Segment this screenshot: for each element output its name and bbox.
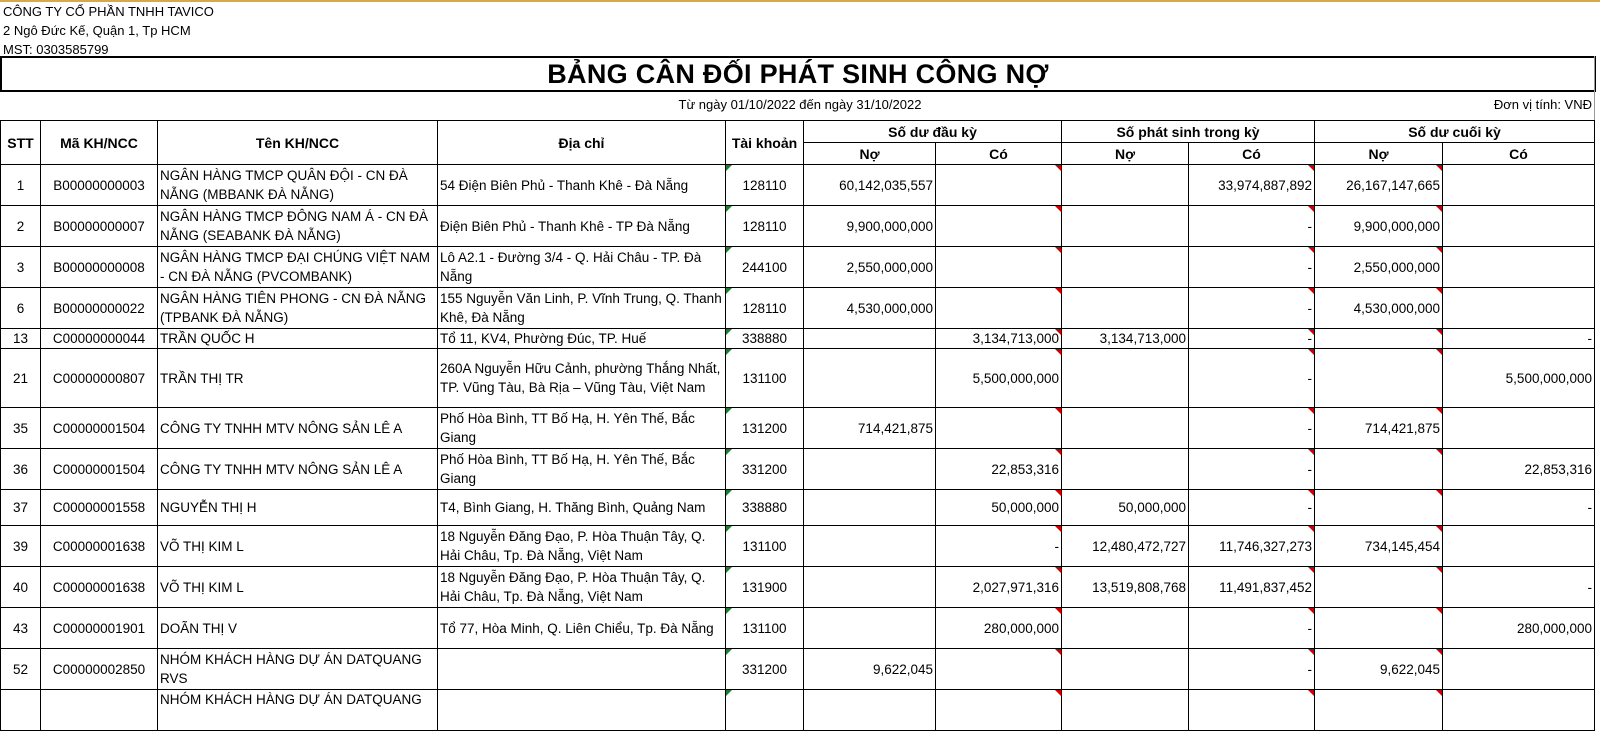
cell-close-debit[interactable] (1315, 329, 1443, 349)
cell-close-credit[interactable]: - (1443, 490, 1595, 526)
header-opening-debit[interactable]: Nợ (804, 143, 936, 165)
cell-open-credit[interactable] (936, 288, 1062, 329)
cell-mov-debit[interactable] (1062, 349, 1189, 408)
table-row (1, 288, 1595, 329)
cell-code[interactable]: B00000000007 (41, 206, 158, 247)
table-row (1, 690, 1595, 731)
report-title: BẢNG CÂN ĐỐI PHÁT SINH CÔNG NỢ (547, 59, 1049, 89)
cell-close-debit[interactable]: 2,550,000,000 (1315, 247, 1443, 288)
cell-code[interactable]: C00000000044 (41, 329, 158, 349)
cell-account[interactable]: 131100 (726, 608, 804, 649)
cell-mov-credit[interactable]: - (1189, 247, 1315, 288)
table-row (1, 567, 1595, 608)
table-row (1, 247, 1595, 288)
cell-account[interactable]: 131100 (726, 526, 804, 567)
cell-close-debit[interactable] (1315, 567, 1443, 608)
company-name: CÔNG TY CỔ PHẦN TNHH TAVICO (3, 4, 214, 19)
cell-close-credit[interactable]: - (1443, 329, 1595, 349)
cell-name[interactable]: DOÃN THỊ V (158, 608, 438, 649)
cell-name[interactable]: CÔNG TY TNHH MTV NÔNG SẢN LÊ A (158, 449, 438, 490)
cell-close-credit[interactable] (1443, 165, 1595, 206)
table-row (1, 408, 1595, 449)
cell-open-debit[interactable] (804, 490, 936, 526)
cell-stt[interactable]: 36 (1, 449, 41, 490)
cell-open-debit[interactable] (804, 567, 936, 608)
header-row-1 (1, 121, 1595, 143)
cell-mov-debit[interactable]: 3,134,713,000 (1062, 329, 1189, 349)
cell-open-debit[interactable]: 2,550,000,000 (804, 247, 936, 288)
header-closing-balance[interactable]: Số dư cuối kỳ (1315, 121, 1595, 143)
cell-account[interactable]: 128110 (726, 206, 804, 247)
company-info (3, 2, 214, 59)
header-closing-credit[interactable]: Có (1443, 143, 1595, 165)
cell-account[interactable]: 131900 (726, 567, 804, 608)
cell-mov-debit[interactable]: 50,000,000 (1062, 490, 1189, 526)
cell-close-debit[interactable] (1315, 349, 1443, 408)
cell-stt[interactable]: 3 (1, 247, 41, 288)
cell-open-debit[interactable] (804, 349, 936, 408)
table-row (1, 608, 1595, 649)
cell-close-debit[interactable] (1315, 490, 1443, 526)
table-row (1, 649, 1595, 690)
company-address: 2 Ngô Đức Kế, Quận 1, Tp HCM (3, 23, 191, 38)
header-name[interactable]: Tên KH/NCC (158, 121, 438, 165)
cell-open-credit[interactable] (936, 165, 1062, 206)
cell-address[interactable]: Tổ 77, Hòa Minh, Q. Liên Chiểu, Tp. Đà Nẵng (438, 608, 726, 649)
cell-address[interactable] (438, 690, 726, 731)
cell-account[interactable]: 244100 (726, 247, 804, 288)
cell-account[interactable]: 128110 (726, 165, 804, 206)
cell-close-debit[interactable]: 26,167,147,665 (1315, 165, 1443, 206)
cell-stt[interactable]: 52 (1, 649, 41, 690)
ledger-table (0, 120, 1595, 731)
cell-close-debit[interactable] (1315, 608, 1443, 649)
company-tax-code: MST: 0303585799 (3, 42, 109, 57)
cell-mov-credit[interactable]: - (1189, 408, 1315, 449)
cell-open-credit[interactable]: - (936, 526, 1062, 567)
cell-open-credit[interactable]: 280,000,000 (936, 608, 1062, 649)
cell-mov-debit[interactable] (1062, 288, 1189, 329)
table-row (1, 165, 1595, 206)
cell-open-debit[interactable] (804, 608, 936, 649)
cell-code[interactable]: C00000001558 (41, 490, 158, 526)
cell-code[interactable]: C00000001638 (41, 526, 158, 567)
cell-mov-debit[interactable] (1062, 649, 1189, 690)
table-row (1, 206, 1595, 247)
cell-stt[interactable]: 21 (1, 349, 41, 408)
cell-stt[interactable]: 1 (1, 165, 41, 206)
cell-name[interactable]: NHÓM KHÁCH HÀNG DỰ ÁN DATQUANG RVS (158, 649, 438, 690)
cell-close-debit[interactable]: 734,145,454 (1315, 526, 1443, 567)
cell-account[interactable]: 338880 (726, 490, 804, 526)
cell-open-debit[interactable]: 9,622,045 (804, 649, 936, 690)
cell-account[interactable] (726, 690, 804, 731)
cell-open-credit[interactable]: 3,134,713,000 (936, 329, 1062, 349)
sheet-top-border (0, 0, 1600, 2)
cell-address[interactable]: Phố Hòa Bình, TT Bố Hạ, H. Yên Thế, Bắc Giang (438, 408, 726, 449)
cell-close-debit[interactable]: 9,622,045 (1315, 649, 1443, 690)
cell-close-credit[interactable] (1443, 288, 1595, 329)
cell-mov-debit[interactable] (1062, 408, 1189, 449)
cell-open-debit[interactable] (804, 449, 936, 490)
cell-close-credit[interactable]: 5,500,000,000 (1443, 349, 1595, 408)
cell-account[interactable]: 338880 (726, 329, 804, 349)
cell-account[interactable]: 131100 (726, 349, 804, 408)
cell-open-credit[interactable] (936, 247, 1062, 288)
table-row (1, 349, 1595, 408)
header-movement-credit[interactable]: Có (1189, 143, 1315, 165)
cell-name[interactable]: NGÂN HÀNG TMCP ĐÔNG NAM Á - CN ĐÀ NẴNG (SEABANK ĐÀ NẴNG) (158, 206, 438, 247)
header-stt[interactable]: STT (1, 121, 41, 165)
cell-mov-credit[interactable]: - (1189, 288, 1315, 329)
cell-mov-credit[interactable]: - (1189, 349, 1315, 408)
cell-mov-debit[interactable] (1062, 206, 1189, 247)
cell-name[interactable]: NGUYỄN THỊ H (158, 490, 438, 526)
table-row (1, 329, 1595, 349)
cell-stt[interactable] (1, 690, 41, 731)
cell-name[interactable]: TRẦN THỊ TR (158, 349, 438, 408)
cell-mov-debit[interactable] (1062, 449, 1189, 490)
cell-close-credit[interactable] (1443, 690, 1595, 731)
report-title-box (0, 56, 1596, 92)
cell-stt[interactable]: 37 (1, 490, 41, 526)
cell-mov-credit[interactable]: - (1189, 449, 1315, 490)
cell-mov-debit[interactable]: 13,519,808,768 (1062, 567, 1189, 608)
cell-open-credit[interactable]: 22,853,316 (936, 449, 1062, 490)
header-code[interactable]: Mã KH/NCC (41, 121, 158, 165)
cell-mov-credit[interactable]: - (1189, 608, 1315, 649)
cell-close-debit[interactable]: 4,530,000,000 (1315, 288, 1443, 329)
report-unit: Đơn vị tính: VNĐ (1493, 97, 1592, 112)
cell-stt[interactable]: 2 (1, 206, 41, 247)
cell-name[interactable]: NHÓM KHÁCH HÀNG DỰ ÁN DATQUANG (158, 690, 438, 731)
header-opening-balance[interactable]: Số dư đầu kỳ (804, 121, 1062, 143)
cell-close-credit[interactable] (1443, 206, 1595, 247)
cell-open-debit[interactable]: 60,142,035,557 (804, 165, 936, 206)
cell-code[interactable]: C00000001638 (41, 567, 158, 608)
cell-mov-debit[interactable] (1062, 247, 1189, 288)
cell-name[interactable]: TRẦN QUỐC H (158, 329, 438, 349)
cell-mov-debit[interactable] (1062, 690, 1189, 731)
cell-address[interactable]: Điện Biên Phủ - Thanh Khê - TP Đà Nẵng (438, 206, 726, 247)
cell-open-credit[interactable] (936, 206, 1062, 247)
cell-name[interactable]: CÔNG TY TNHH MTV NÔNG SẢN LÊ A (158, 408, 438, 449)
cell-account[interactable]: 331200 (726, 649, 804, 690)
cell-mov-credit[interactable]: - (1189, 206, 1315, 247)
cell-open-credit[interactable] (936, 408, 1062, 449)
cell-code[interactable]: B00000000008 (41, 247, 158, 288)
cell-open-debit[interactable]: 4,530,000,000 (804, 288, 936, 329)
cell-open-debit[interactable] (804, 690, 936, 731)
cell-close-debit[interactable]: 9,900,000,000 (1315, 206, 1443, 247)
cell-stt[interactable]: 35 (1, 408, 41, 449)
cell-mov-credit[interactable]: 11,746,327,273 (1189, 526, 1315, 567)
cell-close-debit[interactable]: 714,421,875 (1315, 408, 1443, 449)
cell-open-credit[interactable] (936, 649, 1062, 690)
cell-mov-credit[interactable]: 11,491,837,452 (1189, 567, 1315, 608)
cell-account[interactable]: 331200 (726, 449, 804, 490)
cell-stt[interactable]: 13 (1, 329, 41, 349)
cell-close-debit[interactable] (1315, 690, 1443, 731)
cell-close-credit[interactable] (1443, 526, 1595, 567)
cell-address[interactable] (438, 649, 726, 690)
cell-close-credit[interactable] (1443, 247, 1595, 288)
header-address[interactable]: Địa chỉ (438, 121, 726, 165)
cell-code[interactable]: B00000000022 (41, 288, 158, 329)
cell-name[interactable]: VÕ THỊ KIM L (158, 526, 438, 567)
cell-address[interactable]: T4, Bình Giang, H. Thăng Bình, Quảng Nam (438, 490, 726, 526)
cell-name[interactable]: NGÂN HÀNG TMCP QUÂN ĐỘI - CN ĐÀ NẴNG (MBBANK ĐÀ NẴNG) (158, 165, 438, 206)
cell-close-credit[interactable]: 22,853,316 (1443, 449, 1595, 490)
cell-mov-debit[interactable] (1062, 608, 1189, 649)
cell-close-credit[interactable]: - (1443, 567, 1595, 608)
cell-account[interactable]: 128110 (726, 288, 804, 329)
table-row (1, 449, 1595, 490)
cell-open-credit[interactable]: 2,027,971,316 (936, 567, 1062, 608)
cell-address[interactable]: 155 Nguyễn Văn Linh, P. Vĩnh Trung, Q. Thanh Khê, Đà Nẵng (438, 288, 726, 329)
cell-stt[interactable]: 6 (1, 288, 41, 329)
table-row (1, 490, 1595, 526)
table-row (1, 526, 1595, 567)
cell-address[interactable]: 18 Nguyễn Đăng Đạo, P. Hòa Thuận Tây, Q. Hải Châu, Tp. Đà Nẵng, Việt Nam (438, 526, 726, 567)
cell-code[interactable]: C00000001901 (41, 608, 158, 649)
cell-mov-debit[interactable] (1062, 165, 1189, 206)
cell-address[interactable]: Lô A2.1 - Đường 3/4 - Q. Hải Châu - TP. Đà Nẵng (438, 247, 726, 288)
cell-open-debit[interactable] (804, 329, 936, 349)
cell-address[interactable]: Phố Hòa Bình, TT Bố Hạ, H. Yên Thế, Bắc Giang (438, 449, 726, 490)
cell-code[interactable]: C00000001504 (41, 449, 158, 490)
cell-stt[interactable]: 43 (1, 608, 41, 649)
cell-open-debit[interactable] (804, 526, 936, 567)
cell-address[interactable]: 54 Điện Biên Phủ - Thanh Khê - Đà Nẵng (438, 165, 726, 206)
report-period: Từ ngày 01/10/2022 đến ngày 31/10/2022 (678, 97, 922, 112)
cell-open-credit[interactable]: 5,500,000,000 (936, 349, 1062, 408)
header-period-movement[interactable]: Số phát sinh trong kỳ (1062, 121, 1315, 143)
cell-mov-credit[interactable]: - (1189, 490, 1315, 526)
cell-close-debit[interactable] (1315, 449, 1443, 490)
cell-open-credit[interactable] (936, 690, 1062, 731)
cell-address[interactable]: Tổ 11, KV4, Phường Đúc, TP. Huế (438, 329, 726, 349)
cell-name[interactable]: NGÂN HÀNG TMCP ĐẠI CHÚNG VIỆT NAM - CN ĐÀ NẴNG (PVCOMBANK) (158, 247, 438, 288)
header-account[interactable]: Tài khoản (726, 121, 804, 165)
header-closing-debit[interactable]: Nợ (1315, 143, 1443, 165)
header-opening-credit[interactable]: Có (936, 143, 1062, 165)
cell-code[interactable] (41, 690, 158, 731)
cell-mov-credit[interactable]: 33,974,887,892 (1189, 165, 1315, 206)
cell-mov-credit[interactable] (1189, 690, 1315, 731)
cell-name[interactable]: VÕ THỊ KIM L (158, 567, 438, 608)
cell-name[interactable]: NGÂN HÀNG TIÊN PHONG - CN ĐÀ NẴNG (TPBANK ĐÀ NẴNG) (158, 288, 438, 329)
cell-code[interactable]: C00000002850 (41, 649, 158, 690)
cell-mov-debit[interactable]: 12,480,472,727 (1062, 526, 1189, 567)
cell-close-credit[interactable]: 280,000,000 (1443, 608, 1595, 649)
cell-code[interactable]: C00000001504 (41, 408, 158, 449)
cell-open-debit[interactable]: 714,421,875 (804, 408, 936, 449)
cell-open-debit[interactable]: 9,900,000,000 (804, 206, 936, 247)
cell-stt[interactable]: 39 (1, 526, 41, 567)
cell-close-credit[interactable] (1443, 649, 1595, 690)
cell-mov-credit[interactable]: - (1189, 329, 1315, 349)
cell-stt[interactable]: 40 (1, 567, 41, 608)
cell-open-credit[interactable]: 50,000,000 (936, 490, 1062, 526)
header-movement-debit[interactable]: Nợ (1062, 143, 1189, 165)
cell-code[interactable]: C00000000807 (41, 349, 158, 408)
cell-account[interactable]: 131200 (726, 408, 804, 449)
cell-code[interactable]: B00000000003 (41, 165, 158, 206)
cell-address[interactable]: 260A Nguyễn Hữu Cảnh, phường Thắng Nhất, TP. Vũng Tàu, Bà Rịa – Vũng Tàu, Việt Nam (438, 349, 726, 408)
cell-mov-credit[interactable]: - (1189, 649, 1315, 690)
cell-close-credit[interactable] (1443, 408, 1595, 449)
cell-address[interactable]: 18 Nguyễn Đăng Đạo, P. Hòa Thuận Tây, Q. Hải Châu, Tp. Đà Nẵng, Việt Nam (438, 567, 726, 608)
